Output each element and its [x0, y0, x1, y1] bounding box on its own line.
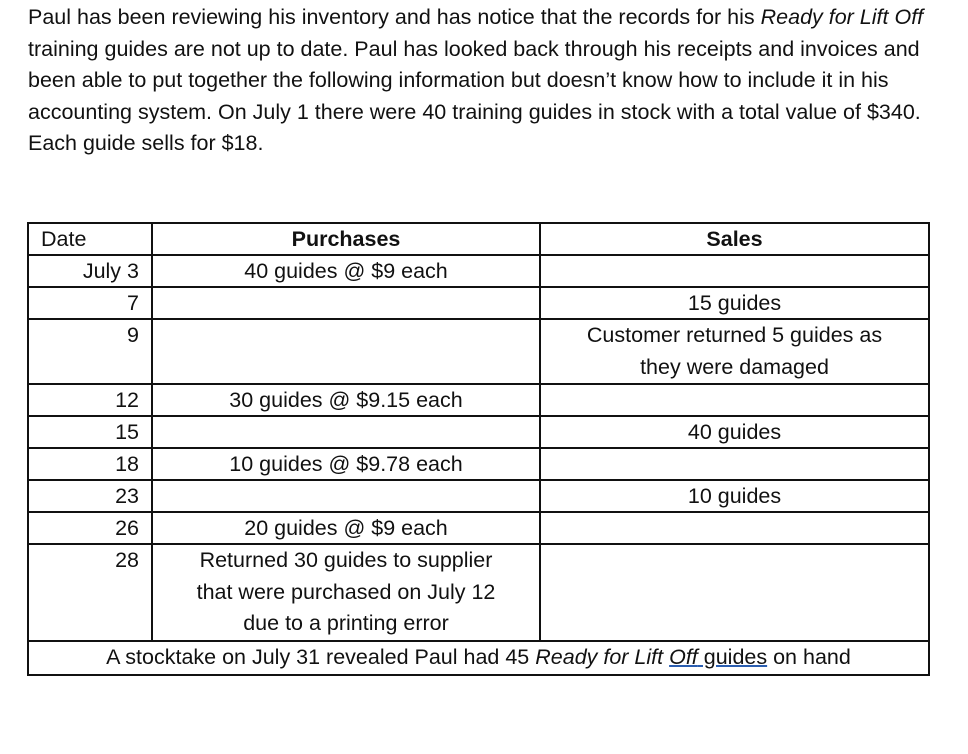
purchases-cell — [152, 287, 540, 319]
table-row — [28, 287, 929, 319]
sales-cell-line: they were damaged — [640, 354, 829, 379]
stocktake-underlined-italic: Off — [669, 644, 698, 669]
purchases-cell-line: 10 guides @ $9.78 each — [229, 452, 463, 476]
purchases-cell-line: 30 guides @ $9.15 each — [229, 388, 463, 412]
table-row — [28, 544, 929, 641]
intro-title-italic: Ready for Lift Off — [760, 5, 924, 29]
intro-text-part2: training guides are not up to date. Paul has looked back through his receipts and invoices and been able to put together the following information but doesn’t know how to include it in his accounting system. On July 1 there were 40 training guides in stock with a total value of $340. Each guide sells for $18. — [28, 36, 921, 156]
sales-cell — [540, 287, 929, 319]
table-header-row — [28, 223, 929, 255]
sales-cell — [540, 544, 929, 641]
purchases-cell-line: that were purchased on July 12 — [196, 579, 496, 604]
inventory-table — [27, 222, 930, 676]
table-row — [28, 480, 929, 512]
date-cell: 12 — [28, 384, 152, 416]
sales-cell — [540, 448, 929, 480]
table-row — [28, 416, 929, 448]
purchases-cell-line: Returned 30 guides to supplier — [199, 548, 493, 572]
sales-cell — [540, 416, 929, 448]
table-row — [28, 448, 929, 480]
purchases-cell-line: due to a printing error — [243, 611, 449, 635]
purchases-cell — [152, 544, 540, 641]
stocktake-title-italic: Ready for Lift — [535, 644, 664, 669]
purchases-cell-line: 40 guides @ $9 each — [244, 259, 448, 283]
date-cell: 7 — [28, 287, 152, 319]
date-cell: 26 — [28, 512, 152, 544]
purchases-cell-line: 20 guides @ $9 each — [244, 516, 448, 540]
stocktake-text-after: on hand — [767, 644, 851, 669]
sales-cell — [540, 384, 929, 416]
sales-cell-line: 40 guides — [687, 420, 782, 444]
stocktake-underlined-rest: guides — [697, 644, 768, 669]
purchases-cell — [152, 416, 540, 448]
purchases-cell — [152, 384, 540, 416]
sales-cell — [540, 255, 929, 287]
sales-cell-line: 15 guides — [687, 291, 782, 315]
date-cell: 23 — [28, 480, 152, 512]
header-purchases: Purchases — [152, 223, 540, 255]
table-row — [28, 384, 929, 416]
stocktake-underlined-text — [669, 645, 767, 669]
date-cell: 15 — [28, 416, 152, 448]
sales-cell — [540, 480, 929, 512]
sales-cell — [540, 319, 929, 384]
intro-text-part1: Paul has been reviewing his inventory and has notice that the records for his — [28, 5, 761, 29]
purchases-cell — [152, 319, 540, 384]
stocktake-text-before: A stocktake on July 31 revealed Paul had 45 — [106, 644, 536, 669]
sales-cell — [540, 512, 929, 544]
problem-statement — [28, 2, 948, 160]
sales-cell-line: 10 guides — [687, 484, 782, 508]
sales-cell-line: Customer returned 5 guides as — [586, 323, 883, 347]
date-cell: July 3 — [28, 255, 152, 287]
header-date: Date — [28, 223, 152, 255]
date-cell: 28 — [28, 544, 152, 641]
date-cell: 9 — [28, 319, 152, 384]
table-row — [28, 255, 929, 287]
stocktake-row — [28, 641, 929, 675]
purchases-cell — [152, 255, 540, 287]
table-row — [28, 319, 929, 384]
header-sales: Sales — [540, 223, 929, 255]
table-row — [28, 512, 929, 544]
stocktake-cell — [28, 641, 929, 675]
purchases-cell — [152, 480, 540, 512]
date-cell: 18 — [28, 448, 152, 480]
purchases-cell — [152, 512, 540, 544]
purchases-cell — [152, 448, 540, 480]
